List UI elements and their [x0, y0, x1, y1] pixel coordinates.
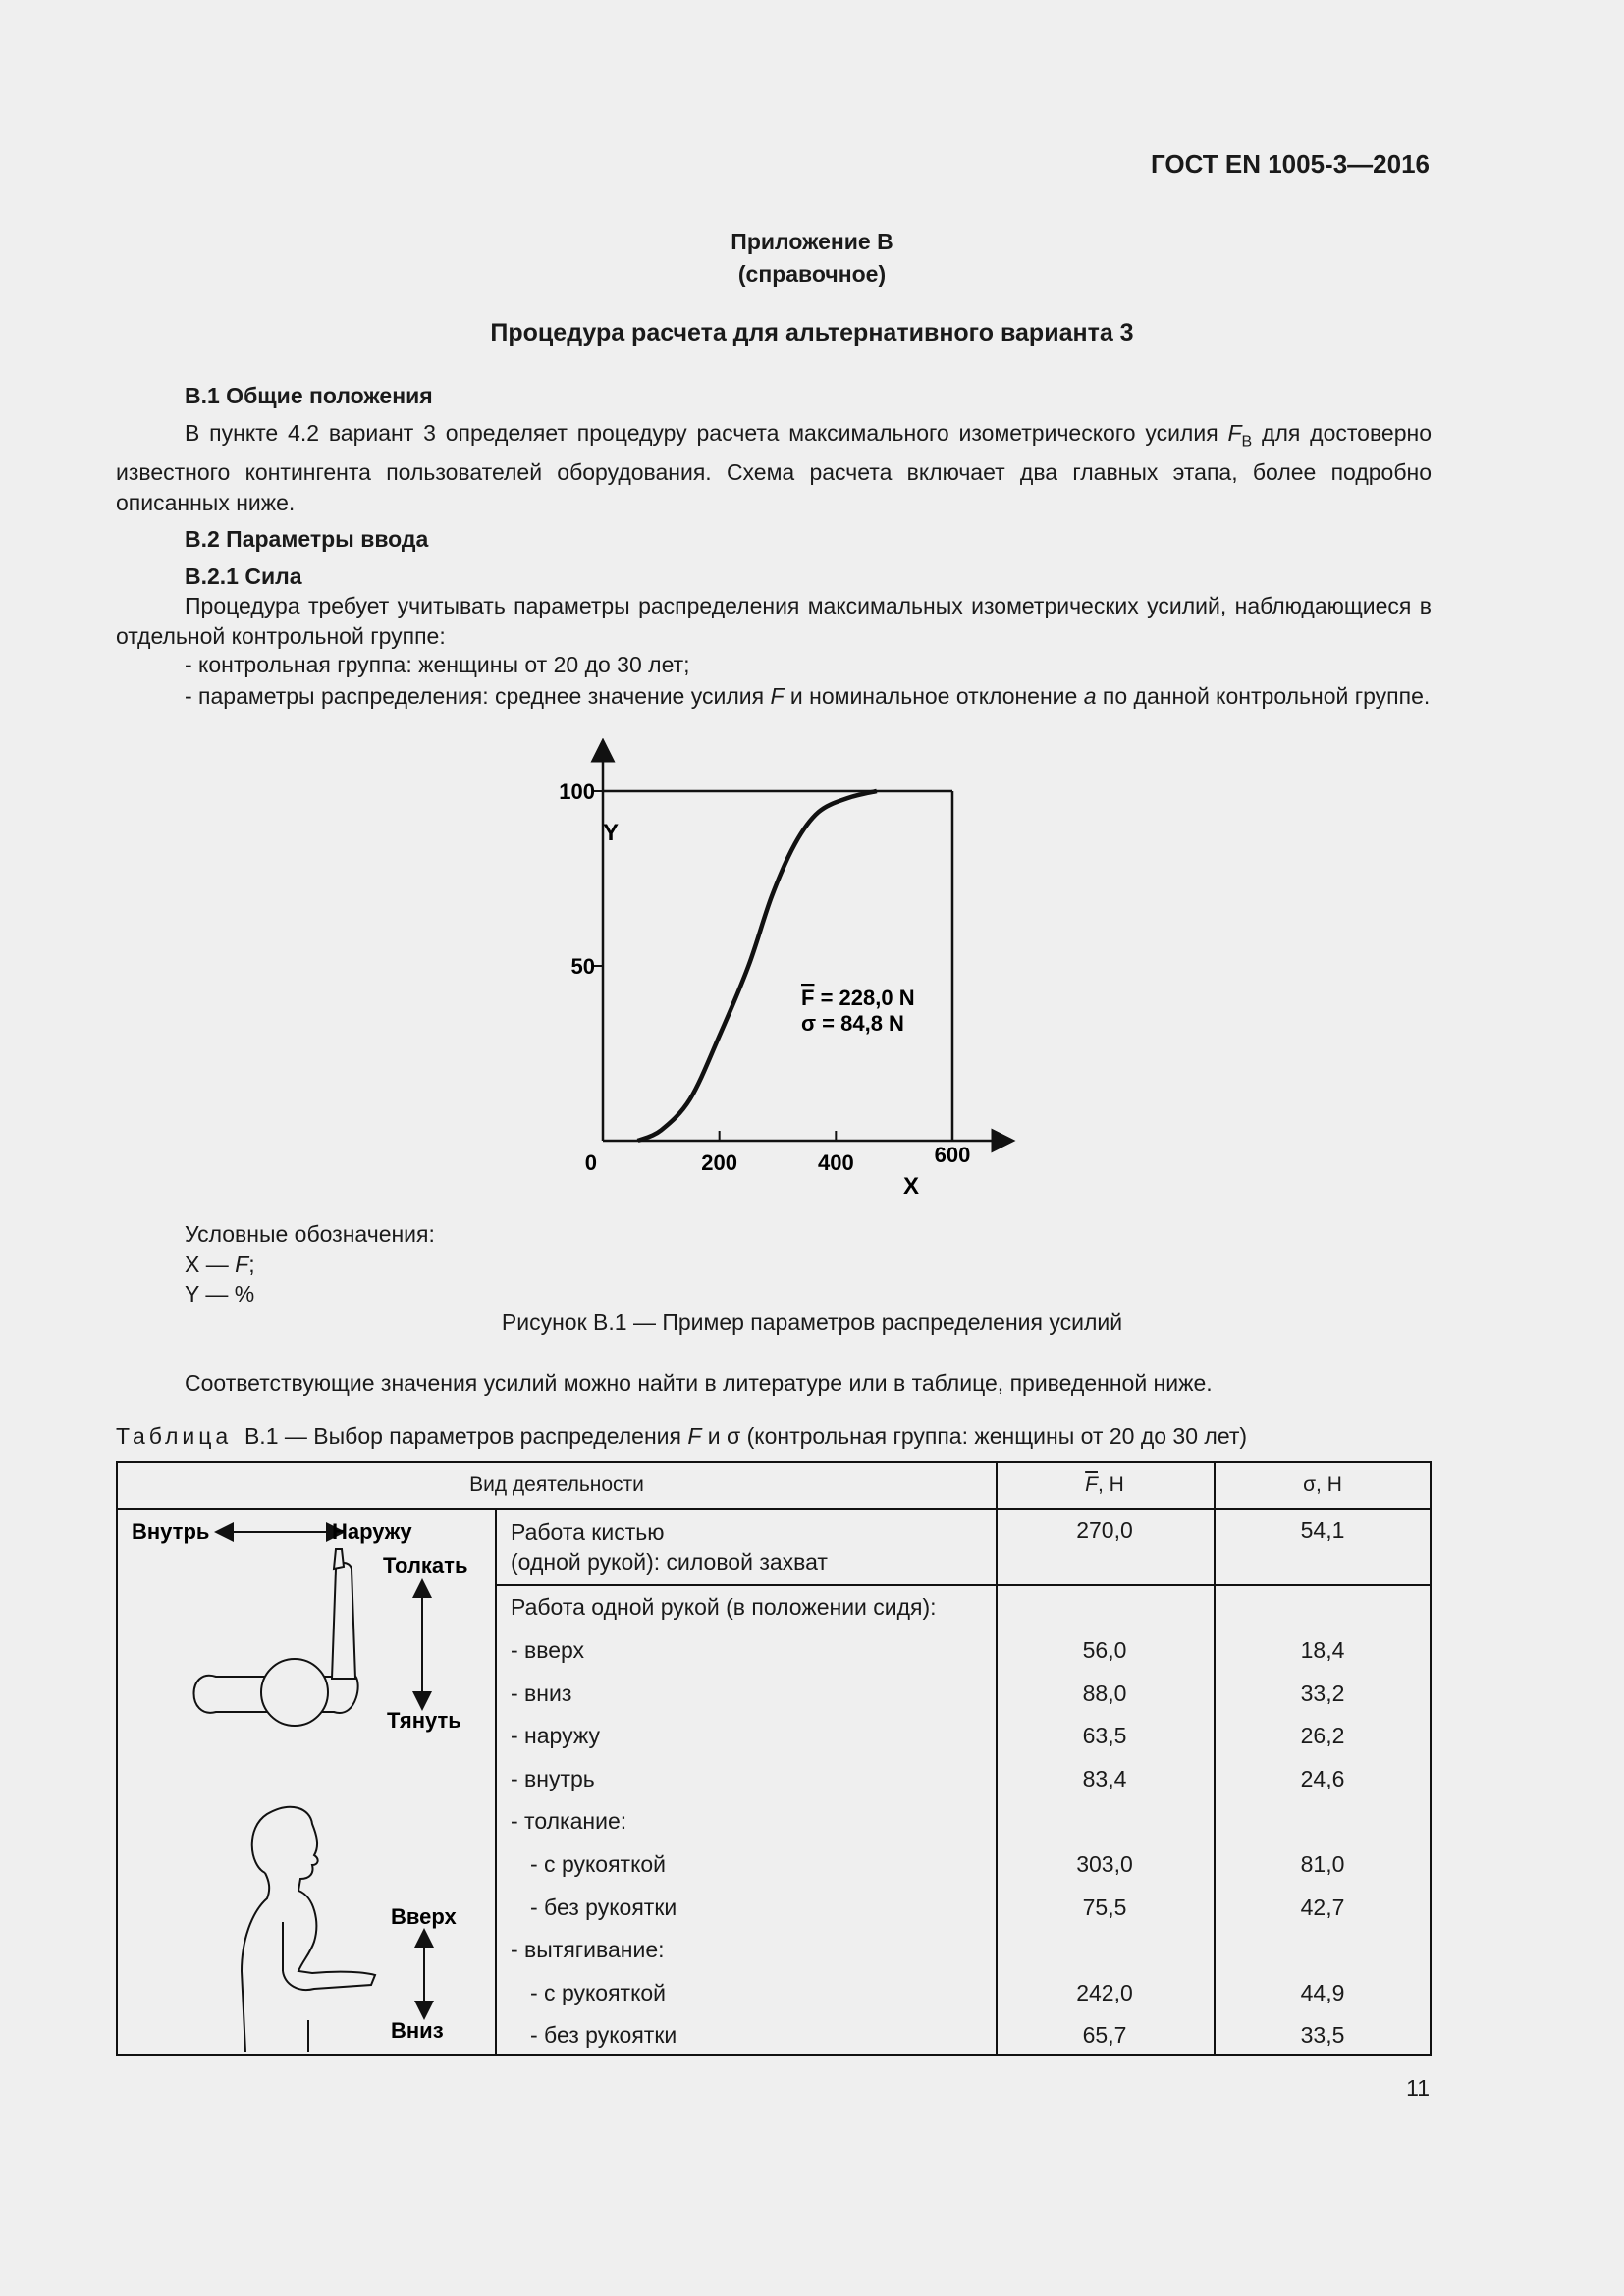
table-row-f: 83,4 [1082, 1765, 1127, 1791]
table-row-sigma: 33,2 [1300, 1680, 1345, 1706]
table-row-sigma: 18,4 [1300, 1637, 1345, 1663]
section-b2-heading: В.2 Параметры ввода [185, 526, 429, 552]
mean-annotation: F = 228,0 N [801, 986, 915, 1010]
table-row-sigma: 81,0 [1300, 1851, 1345, 1877]
label-down: Вниз [391, 2018, 444, 2043]
distribution-curve [638, 791, 877, 1141]
header-f: $\overline{F}$, Н [1085, 1473, 1124, 1496]
header-sigma: σ, Н [1303, 1473, 1342, 1496]
page-number: 11 [1406, 2075, 1430, 2101]
section-b21-heading: В.2.1 Сила [185, 563, 302, 589]
appendix-subtitle: (справочное) [737, 261, 887, 287]
table-row-sigma: 33,5 [1300, 2022, 1345, 2049]
section-b1-heading: В.1 Общие положения [185, 383, 433, 408]
x-tick-label: 0 [584, 1150, 597, 1175]
label-pull: Тянуть [387, 1708, 461, 1733]
procedure-title: Процедура расчета для альтернативного варианта 3 [490, 319, 1134, 347]
row-grip-sigma: 54,1 [1300, 1518, 1345, 1543]
table-row-f: 75,5 [1082, 1894, 1127, 1920]
table-row-label: - внутрь [511, 1765, 595, 1791]
figure-caption: Рисунок В.1 — Пример параметров распределения усилий [501, 1309, 1123, 1335]
label-up: Вверх [391, 1904, 457, 1929]
table-row-label: - вверх [511, 1637, 585, 1663]
appendix-title: Приложение В [731, 229, 893, 254]
appendix-heading [0, 226, 1624, 291]
table-row-sigma: 44,9 [1300, 1979, 1345, 2005]
chart-ticks [559, 779, 970, 1175]
group-label: Работа одной рукой (в положении сидя): [511, 1594, 937, 1620]
table-row-label: - вытягивание: [511, 1937, 665, 1963]
after-figure-text: Соответствующие значения усилий можно найти в литературе или в таблице, приведенной ниже. [185, 1370, 1213, 1396]
sigma-annotation: σ = 84,8 N [801, 1011, 904, 1036]
legend-title: Условные обозначения: [185, 1221, 435, 1247]
table-row-sigma: 26,2 [1300, 1723, 1345, 1749]
force-table [116, 1461, 1432, 2056]
legend-x: X — F; [185, 1251, 255, 1277]
list-item-group: - контрольная группа: женщины от 20 до 30 лет; [185, 652, 690, 677]
legend-y: Y — % [185, 1281, 255, 1307]
standard-number: ГОСТ EN 1005-3—2016 [1151, 149, 1430, 179]
table-row-label: - с рукояткой [530, 1851, 667, 1877]
side-view-figure [242, 1807, 375, 2052]
table-row-f: 63,5 [1082, 1723, 1127, 1749]
table-row-label: - без рукоятки [530, 2022, 677, 2049]
row-grip-label: Работа кистью (одной рукой): силовой захват [511, 1520, 828, 1575]
table-row-sigma: 24,6 [1300, 1765, 1345, 1791]
table-row-label: - наружу [511, 1723, 600, 1749]
y-tick-label: 100 [559, 779, 595, 804]
table-row-f: 88,0 [1082, 1680, 1127, 1706]
label-push: Толкать [383, 1553, 468, 1577]
x-axis-label: X [903, 1173, 920, 1200]
list-item-params: - параметры распределения: среднее значение усилия F и номинальное отклонение a по данной контрольной группе. [185, 683, 1431, 709]
y-axis-label: Y [603, 820, 620, 846]
section-b1-text: В пункте 4.2 вариант 3 определяет процедуру расчета максимального изометрического усилия $F_B$ для достоверно известного контингента пользователей оборудования. Схема расчета включает два главных этапа, более подробно описанных ниже. [116, 420, 1432, 515]
table-row-label: - с рукояткой [530, 1979, 667, 2005]
header-activity: Вид деятельности [469, 1473, 644, 1496]
x-tick-label: 400 [817, 1150, 854, 1175]
row-grip-f: 270,0 [1076, 1518, 1133, 1543]
x-tick-label: 200 [701, 1150, 738, 1175]
table-row-label: - без рукоятки [530, 1894, 677, 1920]
top-view-figure [194, 1549, 358, 1726]
table-row-f: 56,0 [1082, 1637, 1127, 1663]
section-b21-text: Процедура требует учитывать параметры распределения максимальных изометрических усилий, наблюдающиеся в отдельной контрольной группе: [116, 593, 1432, 649]
table-row-f: 242,0 [1076, 1979, 1133, 2005]
label-inside: Внутрь [132, 1520, 210, 1544]
table-row-f: 303,0 [1076, 1851, 1133, 1877]
chart-axes [603, 750, 1003, 1141]
figure-legend [185, 1219, 435, 1309]
posture-illustration [118, 1510, 495, 2056]
table-row-label: - толкание: [511, 1808, 627, 1835]
distribution-chart [530, 738, 1041, 1209]
table-row-sigma: 42,7 [1300, 1894, 1345, 1920]
table-row-f: 65,7 [1082, 2022, 1127, 2049]
label-outside: Наружу [332, 1520, 412, 1544]
table-row-label: - вниз [511, 1680, 572, 1706]
x-tick-label: 600 [934, 1143, 971, 1167]
table-caption: Таблица В.1 — Выбор параметров распределения F и σ (контрольная группа: женщины от 20 до 30 лет) [116, 1423, 1248, 1449]
y-tick-label: 50 [570, 954, 595, 979]
